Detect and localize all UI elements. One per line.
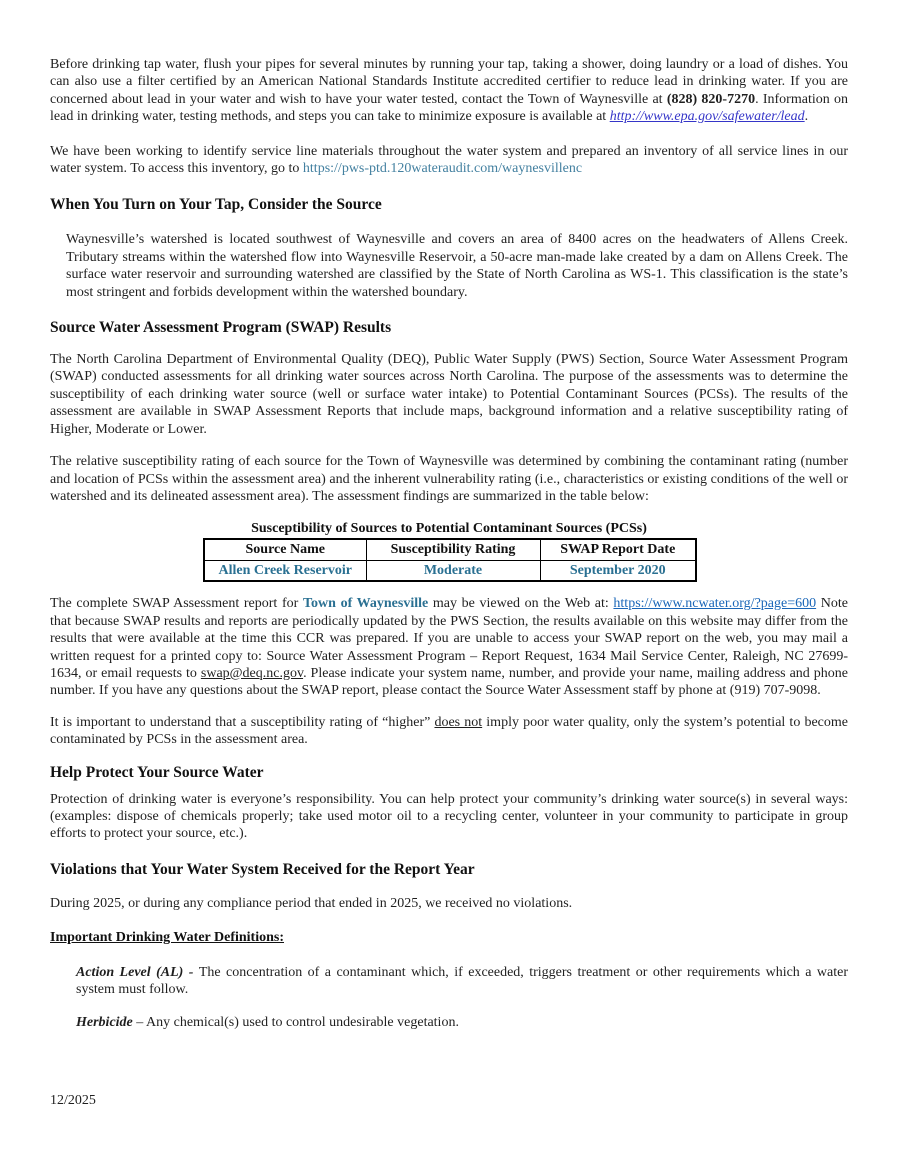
paragraph-swap-intro: The North Carolina Department of Environmental Quality (DEQ), Public Water Supply (PWS) Section, Source Water Assessment Program (SWAP) conducted assessments for all drinking water sources across North Carolina. The purpose of the assessments was to determine the susceptibility of each drinking water source (well or surface water intake) to Potential Contaminant Sources (PCSs). The results of the assessment are available in SWAP Assessment Reports that include maps, background information and a relative susceptibility rating of Higher, Moderate or Lower. — [50, 352, 848, 437]
swap-email-link[interactable]: swap@deq.nc.gov — [200, 665, 304, 681]
definition-text: The concentration of a contaminant which, if exceeded, triggers treatment or other requirements which a water system must follow. — [76, 964, 848, 997]
heading-protect-source: Help Protect Your Source Water — [50, 763, 264, 781]
susceptibility-table — [203, 538, 697, 582]
heading-tap-source: When You Turn on Your Tap, Consider the Source — [50, 196, 382, 214]
paragraph-text: imply poor water quality, only the system’s potential to become contaminated by PCSs in the assessment area. — [50, 714, 848, 748]
definition-text: – Any chemical(s) used to control undesirable vegetation. — [132, 1015, 459, 1031]
paragraph-swap-report — [50, 595, 848, 699]
definition-term: Action Level (AL) - — [76, 964, 199, 980]
paragraph-lead-flush — [50, 56, 848, 126]
table-header-row — [204, 539, 696, 560]
phone-number: (828) 820-7270 — [666, 91, 756, 107]
paragraph-protect: Protection of drinking water is everyone’s responsibility. You can help protect your community’s drinking water source(s) in several ways: (examples: dispose of chemicals properly; take used motor oil to a recycling center, volunteer in your community to participate in group efforts to protect your source, etc.). — [50, 791, 848, 842]
paragraph-text: We have been working to identify service line materials throughout the water system and prepared an inventory of all service lines in our water system. To access this inventory, go to — [50, 143, 848, 177]
ncwater-report-link[interactable]: https://www.ncwater.org/?page=600 — [613, 596, 817, 612]
paragraph-watershed: Waynesville’s watershed is located southwest of Waynesville and covers an area of 8400 acres on the headwaters of Allens Creek. Tributary streams within the watershed flow into Waynesville Reservoir, a 50-acre man-made lake created by a dam on Allens Creek. The surface water reservoir and surrounding watershed are classified by the State of North Carolina as WS-1. This classification is the state’s most stringent and forbids development within the watershed boundary. — [66, 232, 848, 300]
column-header-susceptibility-rating: Susceptibility Rating — [366, 539, 540, 560]
does-not-emphasis: does not — [434, 714, 483, 730]
paragraph-text: . — [804, 109, 809, 125]
epa-safewater-link[interactable]: http://www.epa.gov/safewater/lead — [609, 109, 805, 125]
definition-term: Herbicide — [76, 1015, 133, 1031]
paragraph-text: Before drinking tap water, flush your pipes for several minutes by running your tap, taking a shower, doing laundry or a load of dishes. You can also use a filter certified by an American National Standards Institute accredited certifier to reduce lead in drinking water. If you are concerned about lead in your water and wish to have your water tested, contact the Town of Waynesville at — [50, 57, 848, 107]
page-footer-date: 12/2025 — [50, 1093, 96, 1108]
paragraph-higher-rating — [50, 714, 848, 749]
cell-susceptibility-rating: Moderate — [366, 560, 540, 581]
cell-swap-report-date: September 2020 — [540, 560, 696, 581]
service-line-inventory-link[interactable]: https://pws-ptd.120wateraudit.com/waynesvillenc — [302, 161, 583, 177]
paragraph-violations: During 2025, or during any compliance period that ended in 2025, we received no violations. — [50, 895, 573, 911]
paragraph-swap-rating: The relative susceptibility rating of each source for the Town of Waynesville was determined by combining the contaminant rating (number and location of PCSs within the assessment area) and the inherent vulnerability rating (i.e., characteristics or existing conditions of the well or watershed and its delineated assessment area). The assessment findings are summarized in the table below: — [50, 454, 848, 504]
definition-action-level — [76, 964, 848, 999]
column-header-swap-report-date: SWAP Report Date — [540, 539, 696, 560]
paragraph-text: It is important to understand that a susceptibility rating of “higher” — [50, 714, 435, 730]
paragraph-text: . Information on lead in drinking water, testing methods, and steps you can take to minimize exposure is available at — [50, 91, 848, 125]
paragraph-service-lines — [50, 143, 848, 178]
heading-definitions: Important Drinking Water Definitions: — [50, 930, 284, 946]
cell-source-name: Allen Creek Reservoir — [204, 560, 366, 581]
column-header-source-name: Source Name — [204, 539, 366, 560]
paragraph-text: may be viewed on the Web at: — [428, 596, 614, 612]
table-row — [204, 560, 696, 581]
definition-herbicide — [76, 1014, 848, 1031]
town-of-waynesville-label: Town of Waynesville — [302, 596, 429, 612]
paragraph-text: . Please indicate your system name, number, and provide your name, mailing address and phone number. If you have any questions about the SWAP report, please contact the Source Water Assessment staff by phone at (919) 707-9098. — [50, 665, 848, 699]
susceptibility-table-caption: Susceptibility of Sources to Potential Contaminant Sources (PCSs) — [251, 521, 647, 537]
heading-violations: Violations that Your Water System Received for the Report Year — [50, 860, 475, 878]
heading-swap-results: Source Water Assessment Program (SWAP) Results — [50, 319, 392, 337]
paragraph-text: The complete SWAP Assessment report for — [50, 596, 303, 612]
paragraph-text: Note that because SWAP results and reports are periodically updated by the PWS Section, the results available on this website may differ from the results that were available at the time this CCR was prepared. If you are unable to access your SWAP report on the web, you may mail a written request for a printed copy to: Source Water Assessment Program – Report Request, 1634 Mail Service Center, Raleigh, NC 27699-1634, or email requests to — [50, 596, 848, 681]
susceptibility-table-section — [203, 520, 695, 582]
